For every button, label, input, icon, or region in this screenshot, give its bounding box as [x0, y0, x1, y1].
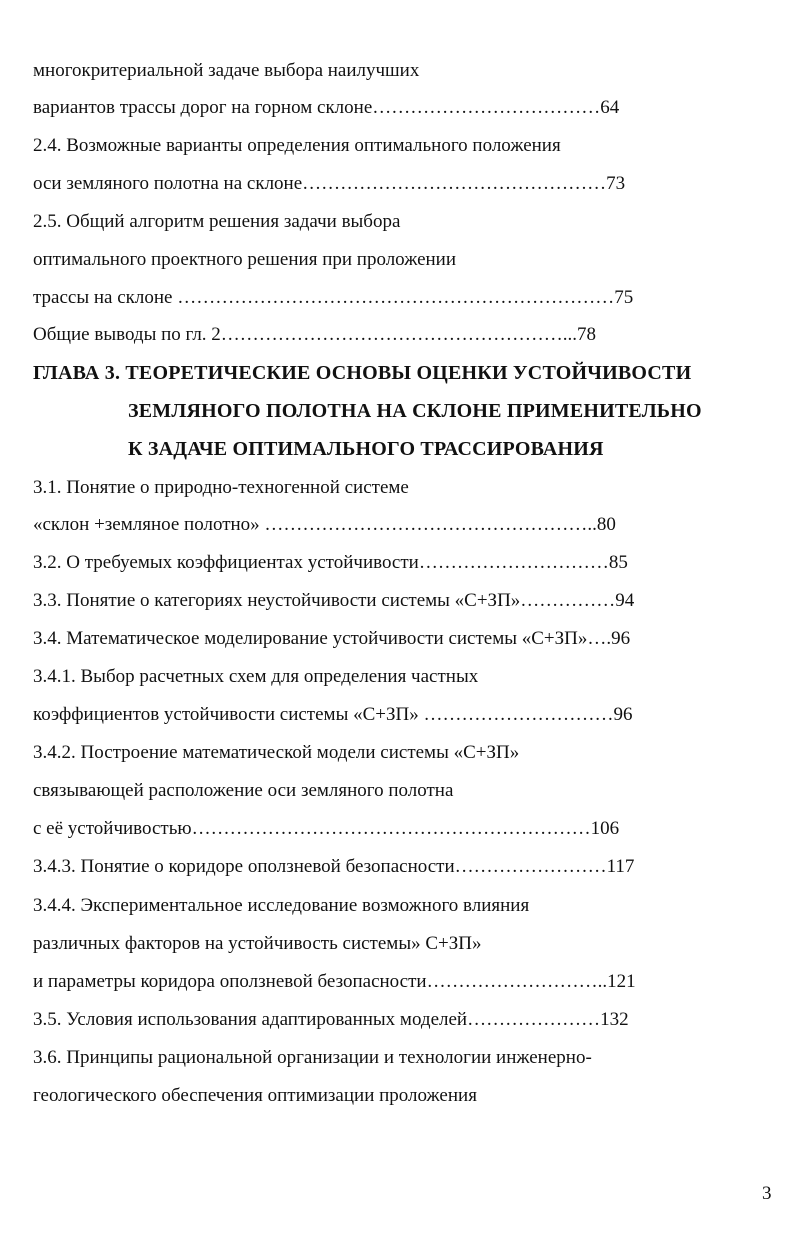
toc-line: геологического обеспечения оптимизации проложения: [33, 1085, 477, 1106]
toc-line: 3.4.3. Понятие о коридоре оползневой безопасности……………………117: [33, 856, 635, 877]
page-number: 3: [762, 1183, 772, 1204]
toc-line: Общие выводы по гл. 2………………………………………………...78: [33, 324, 597, 345]
toc-line: 3.1. Понятие о природно-техногенной системе: [33, 477, 409, 498]
toc-line: оси земляного полотна на склоне…………………………………………73: [33, 173, 626, 194]
toc-line: 3.5. Условия использования адаптированных моделей…………………132: [33, 1009, 629, 1030]
toc-line: связывающей расположение оси земляного полотна: [33, 780, 454, 801]
chapter-heading: ГЛАВА 3. ТЕОРЕТИЧЕСКИЕ ОСНОВЫ ОЦЕНКИ УСТОЙЧИВОСТИ: [33, 362, 692, 384]
toc-line: оптимального проектного решения при проложении: [33, 249, 457, 270]
toc-line: многокритериальной задаче выбора наилучших: [33, 60, 420, 81]
toc-line: и параметры коридора оползневой безопасности………………………..121: [33, 971, 636, 992]
toc-line: 3.2. О требуемых коэффициентах устойчивости…………………………85: [33, 552, 628, 573]
toc-line: коэффициентов устойчивости системы «С+ЗП» …………………………96: [33, 704, 633, 725]
toc-line: «склон +земляное полотно» ……………………………………………..80: [33, 514, 616, 535]
toc-line: 3.4. Математическое моделирование устойчивости системы «С+ЗП»….96: [33, 628, 631, 649]
toc-line: вариантов трассы дорог на горном склоне………………………………64: [33, 97, 620, 118]
toc-line: различных факторов на устойчивость системы» С+ЗП»: [33, 933, 482, 954]
chapter-heading: ЗЕМЛЯНОГО ПОЛОТНА НА СКЛОНЕ ПРИМЕНИТЕЛЬНО: [128, 400, 702, 422]
toc-line: с её устойчивостью………………………………………………………106: [33, 818, 620, 839]
toc-line: 2.5. Общий алгоритм решения задачи выбора: [33, 211, 401, 232]
toc-line: 3.6. Принципы рациональной организации и технологии инженерно-: [33, 1047, 592, 1068]
toc-line: 2.4. Возможные варианты определения оптимального положения: [33, 135, 561, 156]
toc-line: 3.4.4. Экспериментальное исследование возможного влияния: [33, 895, 530, 916]
toc-line: трассы на склоне ……………………………………………………………75: [33, 287, 634, 308]
chapter-heading: К ЗАДАЧЕ ОПТИМАЛЬНОГО ТРАССИРОВАНИЯ: [128, 438, 604, 460]
toc-line: 3.4.1. Выбор расчетных схем для определения частных: [33, 666, 479, 687]
toc-line: 3.3. Понятие о категориях неустойчивости системы «С+ЗП»……………94: [33, 590, 635, 611]
toc-line: 3.4.2. Построение математической модели системы «С+ЗП»: [33, 742, 520, 763]
